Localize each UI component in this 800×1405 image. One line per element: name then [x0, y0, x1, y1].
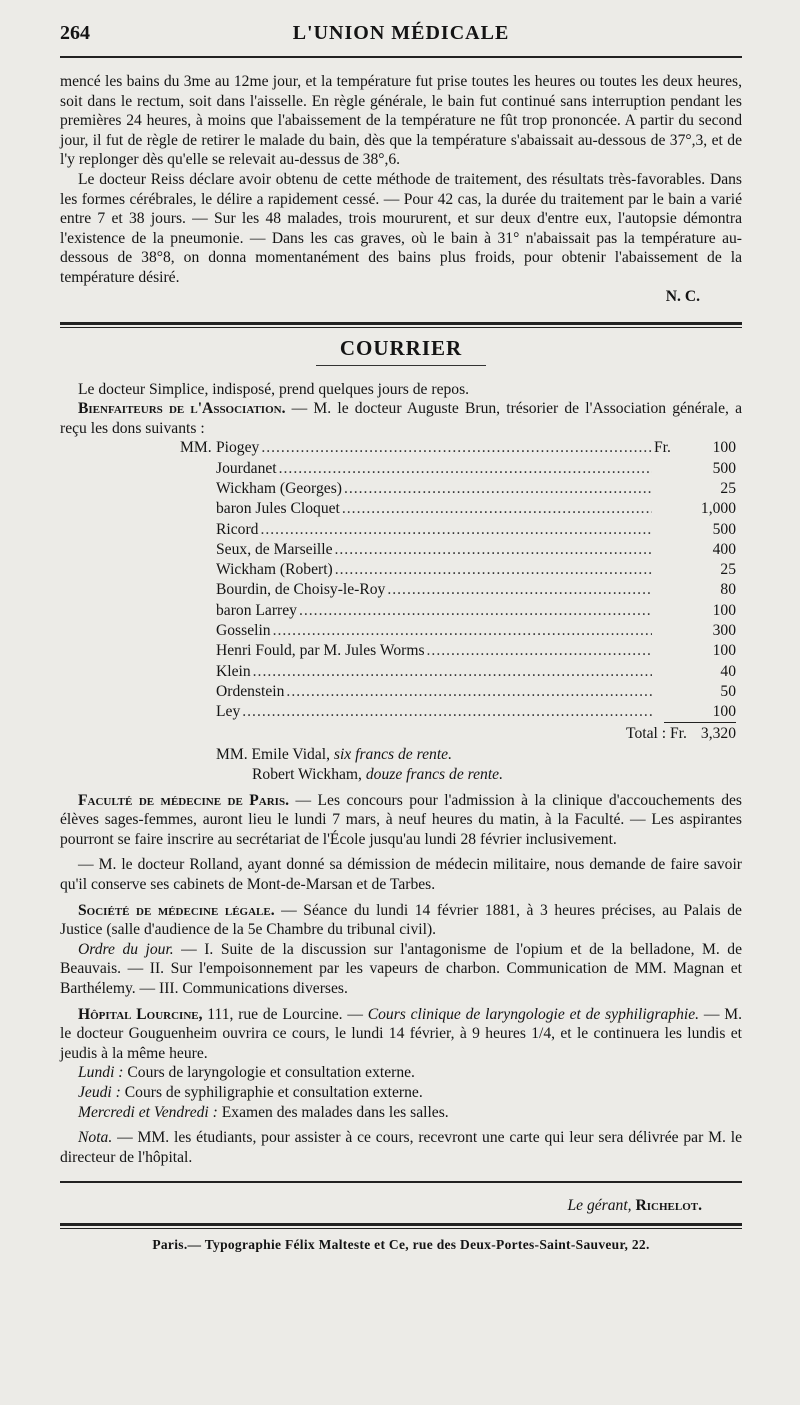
- donor-amount: 100: [712, 642, 736, 660]
- donor-row: [180, 641, 736, 661]
- donor-row: [180, 540, 736, 560]
- schedule-day: Mercredi et Vendredi :: [78, 1103, 218, 1121]
- gerant-label: Le gérant,: [567, 1197, 632, 1215]
- hopital-paragraph: [60, 1005, 742, 1064]
- donor-name: Henri Fould, par M. Jules Worms: [216, 642, 425, 660]
- donor-amount: 100: [712, 703, 736, 721]
- currency-label: Fr.: [654, 439, 671, 457]
- societe-text: — Séance du lundi 14 février 1881, à 3 heures précises, au Palais de Justice (salle d'audience de la 5e Chambre du tribunal civil).: [60, 901, 742, 939]
- donor-amount: 300: [712, 621, 736, 639]
- intro-paragraph-1: mencé les bains du 3me au 12me jour, et la température fut prise toutes les heures ou toutes les deux heures, soit dans le rectum, soit dans l'aisselle. En règle générale, le bain fut continué sans interruption pendant les premières 24 heures, à moins que l'abaissement de la température ne fût trop prononcée. A partir du second jour, il fut de règle de retirer le malade du bain, dès que la température s'abaissait au-dessous de 37°,3, et de l'y replonger dès qu'elle se relevait au-dessus de 38°,6.: [60, 73, 742, 169]
- gerant-name: Richelot.: [635, 1197, 702, 1215]
- donor-name: Piogey: [216, 439, 260, 457]
- rente-desc: six francs de rente.: [333, 746, 452, 764]
- total-label: Total : Fr.: [626, 725, 687, 743]
- gerant-signature: [60, 1197, 702, 1215]
- donor-name: baron Larrey: [216, 601, 297, 619]
- donor-name: Ricord: [216, 520, 259, 538]
- donor-row: [180, 479, 736, 499]
- hopital-address: 111, rue de Lourcine. —: [202, 1005, 368, 1023]
- donor-name: Wickham (Georges): [216, 479, 342, 497]
- rente-row: [252, 765, 742, 785]
- schedule-jeudi: [78, 1083, 742, 1103]
- leader-dots: [279, 459, 652, 479]
- leader-dots: [342, 499, 652, 519]
- donor-row: [180, 580, 736, 600]
- title-underline: [316, 365, 486, 366]
- schedule-text: Cours de syphiligraphie et consultation externe.: [120, 1083, 423, 1101]
- section-title-courrier: COURRIER: [339, 335, 463, 360]
- section-divider: [60, 322, 742, 328]
- bienfaiteurs-text: — M. le docteur Auguste Brun, trésorier de l'Association générale, a reçu les dons suivants :: [60, 400, 743, 437]
- donor-amount: 500: [712, 459, 736, 477]
- donor-name: Klein: [216, 662, 251, 680]
- total-amount: 3,320: [700, 725, 736, 743]
- leader-dots: [335, 560, 652, 580]
- donor-amount: 80: [720, 581, 736, 599]
- leader-dots: [261, 438, 652, 458]
- donor-row: [180, 601, 736, 621]
- donor-amount: 1,000: [700, 500, 736, 518]
- running-title: L'UNION MÉDICALE: [292, 22, 510, 44]
- bienfaiteurs-label: Bienfaiteurs de l'Association.: [78, 400, 286, 418]
- donor-name: baron Jules Cloquet: [216, 500, 340, 518]
- intro-paragraph-2: Le docteur Reiss déclare avoir obtenu de cette méthode de traitement, des résultats très-favorables. Dans les formes cérébrales, le délire a rapidement cessé. — Pour 42 cas, la durée du traitement par le bain a varié entre 7 et 38 jours. — Sur les 48 malades, trois moururent, et sur deux d'entre eux, l'autopsie démontra l'existence de la pneumonie. — Dans les cas graves, où le bain à 31° n'abaissait pas la température au-dessous de 38°8, on donna momentanément des bains plus froids, pour obtenir l'abaissement de la température désiré.: [60, 170, 742, 286]
- donor-row: [180, 702, 736, 722]
- donor-name: Ley: [216, 703, 241, 721]
- rente-name: MM. Emile Vidal,: [216, 746, 330, 764]
- leader-dots: [299, 601, 652, 621]
- donor-amount: 400: [712, 540, 736, 558]
- schedule-text: Examen des malades dans les salles.: [217, 1103, 449, 1121]
- donor-row: [180, 520, 736, 540]
- nota-label: Nota.: [78, 1129, 113, 1147]
- societe-paragraph: [60, 901, 742, 940]
- hopital-label: Hôpital Lourcine,: [78, 1005, 203, 1023]
- schedule-day: Lundi :: [78, 1064, 124, 1082]
- leader-dots: [286, 682, 652, 702]
- donor-row: [180, 499, 736, 519]
- donor-amount: 40: [720, 662, 736, 680]
- leader-dots: [427, 641, 652, 661]
- nota-text: — MM. les étudiants, pour assister à ce cours, recevront une carte qui leur sera délivrée par M. le directeur de l'hôpital.: [60, 1129, 742, 1166]
- donor-name: Ordenstein: [216, 682, 285, 700]
- donor-name: Jourdanet: [216, 459, 277, 477]
- article-signature: N. C.: [665, 287, 700, 305]
- leader-dots: [260, 520, 652, 540]
- donor-name: Bourdin, de Choisy-le-Roy: [216, 581, 386, 599]
- donor-row: [180, 682, 736, 702]
- donor-amount: 100: [712, 601, 736, 619]
- donor-name: Seux, de Marseille: [216, 540, 333, 558]
- rente-name: Robert Wickham,: [252, 766, 362, 784]
- page-number: 264: [60, 22, 90, 44]
- donor-amount: 500: [712, 520, 736, 538]
- faculte-label: Faculté de médecine de Paris.: [78, 791, 289, 809]
- page-header: [60, 22, 742, 56]
- hopital-text: — M. le docteur Gouguenheim ouvrira ce cours, le lundi 14 février, à 9 heures 1/4, et le continuera les lundis et jeudis à la même heure.: [60, 1005, 743, 1062]
- donor-row: [180, 621, 736, 641]
- donor-amount: 25: [720, 479, 736, 497]
- faculte-text: — Les concours pour l'admission à la clinique d'accouchements des élèves sages-femmes, auront lieu le lundi 7 mars, à neuf heures du matin, à la Faculté. — Les aspirantes pourront se faire inscrire au secrétariat de l'École jusqu'au lundi 28 février inclusivement.: [60, 791, 742, 848]
- schedule-mercredi: [78, 1103, 742, 1123]
- leader-dots: [335, 540, 653, 560]
- leader-dots: [387, 580, 652, 600]
- total-row: [60, 723, 736, 745]
- donor-amount: 50: [720, 682, 736, 700]
- donor-row: [180, 438, 736, 458]
- schedule-text: Cours de laryngologie et consultation externe.: [123, 1064, 415, 1082]
- leader-dots: [344, 479, 652, 499]
- donor-amount: 100: [712, 439, 736, 457]
- rente-row: [216, 745, 742, 765]
- donor-name: Gosselin: [216, 621, 271, 639]
- schedule-lundi: [78, 1063, 742, 1083]
- rente-desc: douze francs de rente.: [365, 766, 503, 784]
- mm-prefix: MM.: [180, 439, 212, 457]
- leader-dots: [253, 662, 652, 682]
- rentes-list: [216, 745, 742, 784]
- simplice-notice: Le docteur Simplice, indisposé, prend quelques jours de repos.: [78, 380, 470, 398]
- schedule-day: Jeudi :: [78, 1083, 121, 1101]
- printer-imprint: Paris.— Typographie Félix Malteste et Ce, rue des Deux-Portes-Saint-Sauveur, 22.: [152, 1237, 650, 1253]
- donor-row: [180, 459, 736, 479]
- nota-paragraph: [60, 1128, 742, 1167]
- donor-row: [180, 560, 736, 580]
- donor-amount: 25: [720, 561, 736, 579]
- leader-dots: [273, 621, 652, 641]
- rolland-paragraph: — M. le docteur Rolland, ayant donné sa démission de médecin militaire, nous demande de faire savoir qu'il conserve ses cabinets de Mont-de-Marsan et de Tarbes.: [60, 856, 742, 894]
- donor-name: Wickham (Robert): [216, 561, 333, 579]
- ordre-paragraph: [60, 940, 742, 999]
- societe-label: Société de médecine légale.: [78, 901, 275, 919]
- ordre-text: — I. Suite de la discussion sur l'antagonisme de l'opium et de la belladone, M. de Beauvais. — II. Sur l'empoisonnement par les vapeurs de charbon. Communication de MM. Magnan et Barthélemy. — III. Communications diverses.: [60, 940, 743, 997]
- faculte-paragraph: [60, 791, 742, 850]
- leader-dots: [242, 702, 652, 722]
- bienfaiteurs-paragraph: [60, 399, 742, 438]
- hopital-course: Cours clinique de laryngologie et de syphiligraphie.: [367, 1005, 700, 1023]
- donor-row: [180, 662, 736, 682]
- ordre-label: Ordre du jour.: [78, 940, 174, 958]
- donor-list: [180, 438, 736, 722]
